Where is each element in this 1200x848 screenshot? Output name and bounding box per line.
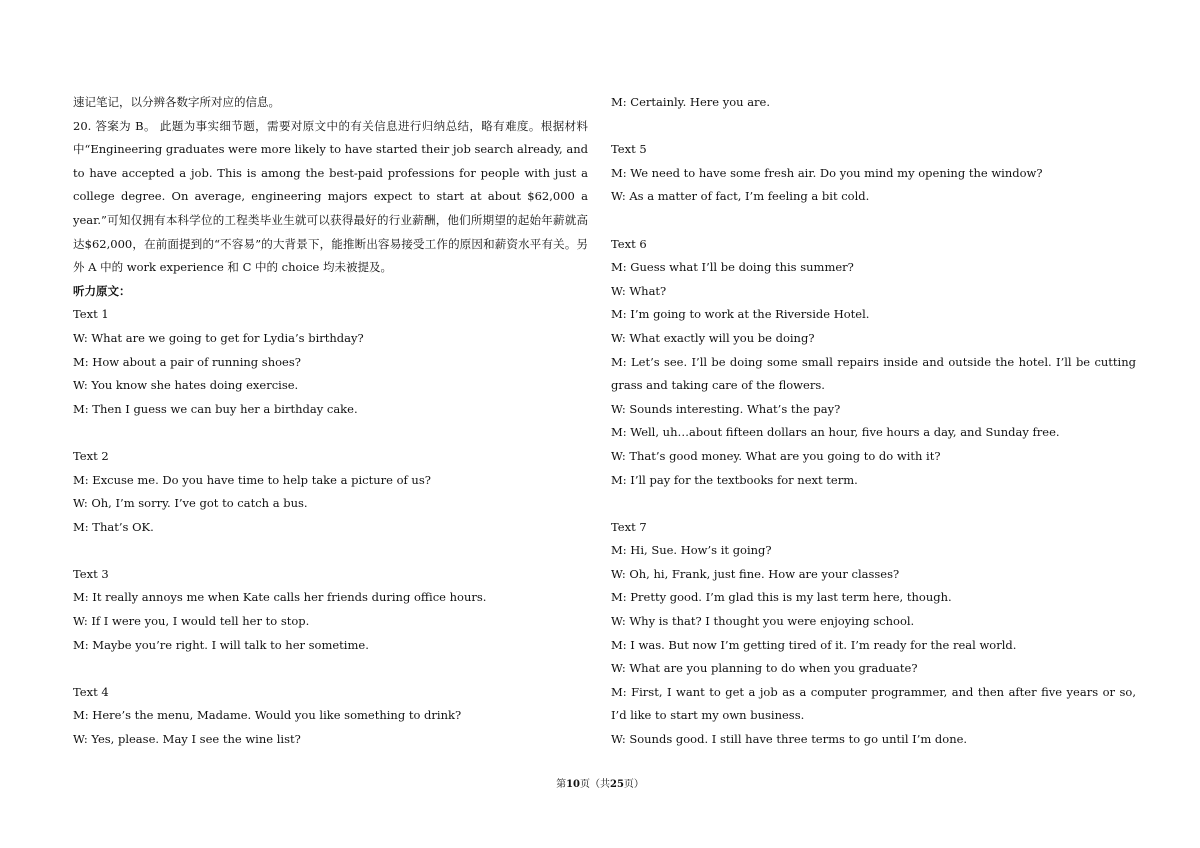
dialogue-line: W: Why is that? I thought you were enjoying school.: [611, 614, 915, 629]
dialogue-line: W: Sounds interesting. What’s the pay?: [611, 401, 841, 416]
dialogue-line: W: Yes, please. May I see the wine list?: [73, 732, 301, 747]
dialogue-line: M: Well, uh…about fifteen dollars an hour, five hours a day, and Sunday free.: [611, 425, 1060, 440]
left-column: [73, 91, 588, 752]
dialogue-line: M: That’s OK.: [73, 519, 154, 534]
continuation-paragraph: 速记笔记，以分辨各数字所对应的信息。: [73, 95, 280, 109]
dialogue-line: W: Oh, hi, Frank, just fine. How are your classes?: [611, 566, 900, 581]
text-title: Text 4: [73, 684, 109, 699]
text-title: Text 5: [611, 142, 647, 157]
text-title: Text 3: [73, 566, 109, 581]
text-title: Text 2: [73, 448, 109, 463]
dialogue-line: M: First, I want to get a job as a computer programmer, and then after five years or so, I’d like to start my own business.: [611, 684, 1136, 723]
dialogue-line: W: As a matter of fact, I’m feeling a bit cold.: [611, 189, 870, 204]
text-block-7: [611, 516, 1136, 752]
footer-middle: 页（共: [580, 779, 610, 790]
dialogue-line: M: We need to have some fresh air. Do you mind my opening the window?: [611, 165, 1043, 180]
dialogue-line: W: If I were you, I would tell her to stop.: [73, 614, 310, 629]
dialogue-line: W: What exactly will you be doing?: [611, 330, 815, 345]
footer-prefix: 第: [556, 779, 567, 790]
dialogue-line: W: What are you planning to do when you graduate?: [611, 661, 918, 676]
dialogue-line: W: Oh, I’m sorry. I’ve got to catch a bus.: [73, 496, 308, 511]
text-block-4: [73, 681, 588, 752]
dialogue-line: M: Maybe you’re right. I will talk to her sometime.: [73, 637, 369, 652]
text-title: Text 6: [611, 236, 647, 251]
dialogue-line: M: I was. But now I’m getting tired of it. I’m ready for the real world.: [611, 637, 1017, 652]
text-block-2: [73, 445, 588, 539]
text-title: Text 1: [73, 307, 109, 322]
page-footer: [0, 775, 1200, 790]
text-block-1: [73, 303, 588, 421]
current-page-number: 10: [566, 779, 580, 790]
dialogue-line: W: Sounds good. I still have three terms to go until I’m done.: [611, 732, 968, 747]
dialogue-line: M: Guess what I’ll be doing this summer?: [611, 260, 854, 275]
answer-20-paragraph: 20. 答案为 B。 此题为事实细节题，需要对原文中的有关信息进行归纳总结，略有难度。根据材料中“Engineering graduates were more likely to have started their job search already, and to have accepted a job. This is among the best-paid professions for people with just a college degree. On average, engineering majors expect to start at about $62,000 a year.”可知仅拥有本科学位的工程类毕业生就可以获得最好的行业薪酬，他们所期望的起始年薪就高达$62,000，在前面提到的“不容易”的大背景下，能推断出容易接受工作的原因和薪资水平有关。另外 A 中的 work experience 和 C 中的 choice 均未被提及。: [73, 118, 588, 275]
dialogue-line: M: Here’s the menu, Madame. Would you like something to drink?: [73, 708, 462, 723]
dialogue-line: M: Pretty good. I’m glad this is my last term here, though.: [611, 590, 952, 605]
dialogue-line: W: What?: [611, 283, 667, 298]
text-block-5: [611, 138, 1136, 209]
dialogue-line: M: Let’s see. I’ll be doing some small repairs inside and outside the hotel. I’ll be cutting grass and taking care of the flowers.: [611, 354, 1136, 393]
dialogue-line: W: That’s good money. What are you going to do with it?: [611, 448, 941, 463]
total-page-count: 25: [610, 779, 624, 790]
dialogue-line: M: I’ll pay for the textbooks for next term.: [611, 472, 858, 487]
dialogue-line: W: What are we going to get for Lydia’s birthday?: [73, 330, 364, 345]
dialogue-line: M: It really annoys me when Kate calls her friends during office hours.: [73, 590, 487, 605]
footer-suffix: 页）: [623, 779, 644, 790]
right-column: [611, 91, 1136, 752]
text-title: Text 7: [611, 519, 647, 534]
dialogue-line: W: You know she hates doing exercise.: [73, 378, 299, 393]
dialogue-line: M: Certainly. Here you are.: [611, 95, 771, 109]
dialogue-line: M: How about a pair of running shoes?: [73, 354, 301, 369]
text-block-3: [73, 563, 588, 657]
dialogue-line: M: Excuse me. Do you have time to help take a picture of us?: [73, 472, 431, 487]
listening-script-heading: 听力原文：: [73, 283, 131, 298]
dialogue-line: M: Hi, Sue. How’s it going?: [611, 543, 772, 558]
dialogue-line: M: I’m going to work at the Riverside Hotel.: [611, 307, 870, 322]
dialogue-line: M: Then I guess we can buy her a birthday cake.: [73, 401, 358, 416]
text-block-6: [611, 233, 1136, 493]
